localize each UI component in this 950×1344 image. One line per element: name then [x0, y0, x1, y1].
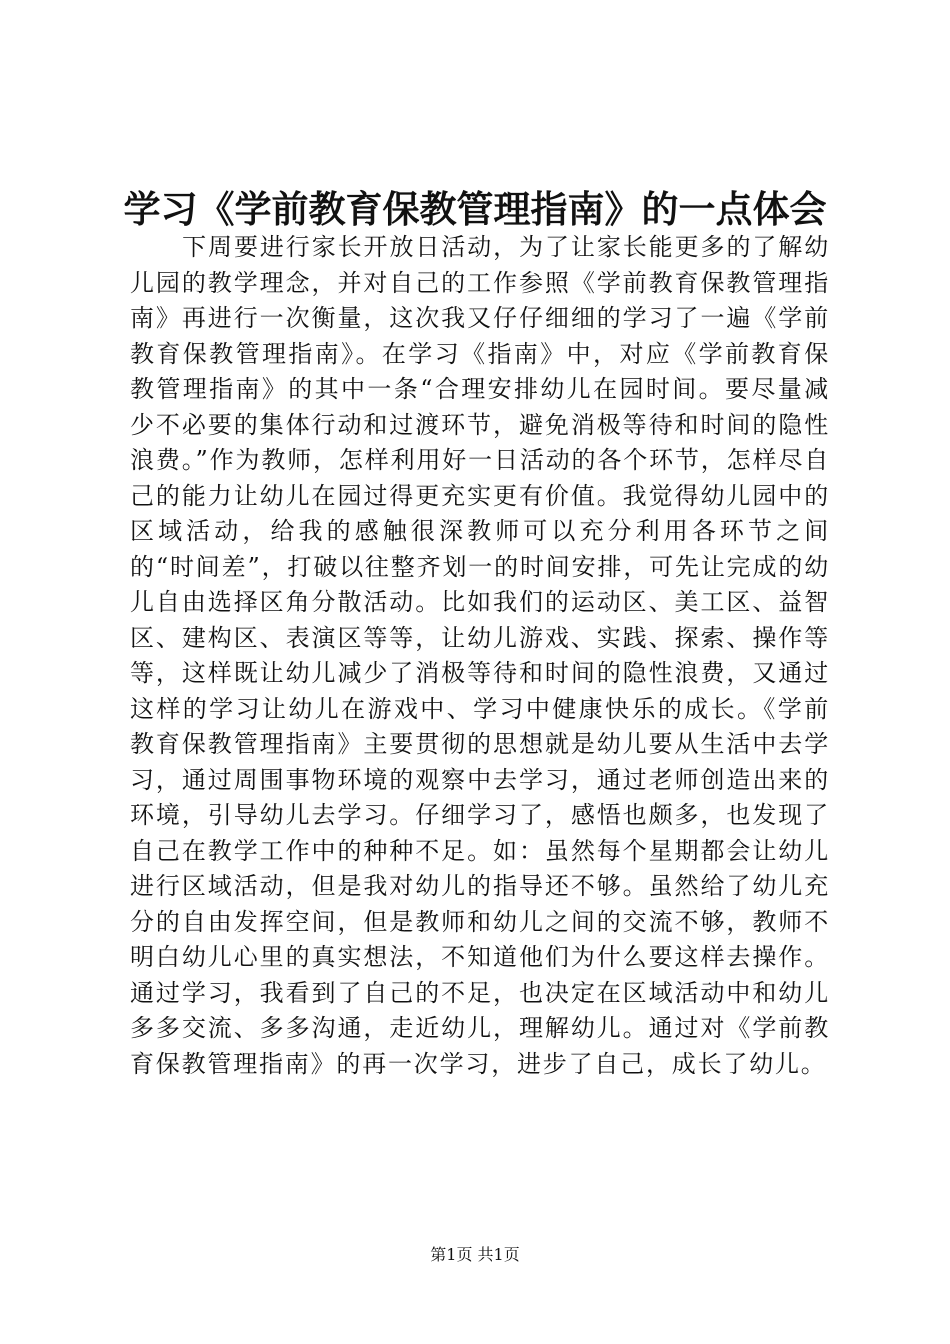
document-title: 学习《学前教育保教管理指南》的一点体会	[123, 187, 827, 231]
page-number-footer: 第1页 共1页	[430, 1245, 520, 1264]
body-text: 下周要进行家长开放日活动，为了让家长能更多的了解幼儿园的教学理念，并对自己的工作参照《学前教育保教管理指南》再进行一次衡量，这次我又仔仔细细的学习了一遍《学前教育保教管理指南》。在学习《指南》中，对应《学前教育保教管理指南》的其中一条“合理安排幼儿在园时间。要尽量减少不必要的集体行动和过渡环节，避免消极等待和时间的隐性浪费。”作为教师，怎样利用好一日活动的各个环节，怎样尽自己的能力让幼儿在园过得更充实更有价值。我觉得幼儿园中的区域活动，给我的感触很深教师可以充分利用各环节之间的“时间差”，打破以往整齐划一的时间安排，可先让完成的幼儿自由选择区角分散活动。比如我们的运动区、美工区、益智区、建构区、表演区等等，让幼儿游戏、实践、探索、操作等等，这样既让幼儿减少了消极等待和时间的隐性浪费，又通过这样的学习让幼儿在游戏中、学习中健康快乐的成长。《学前教育保教管理指南》主要贯彻的思想就是幼儿要从生活中去学习，通过周围事物环境的观察中去学习，通过老师创造出来的环境，引导幼儿去学习。仔细学习了，感悟也颇多，也发现了自己在教学工作中的种种不足。如：虽然每个星期都会让幼儿进行区域活动，但是我对幼儿的指导还不够。虽然给了幼儿充分的自由发挥空间，但是教师和幼儿之间的交流不够，教师不明白幼儿心里的真实想法，不知道他们为什么要这样去操作。通过学习，我看到了自己的不足，也决定在区域活动中和幼儿多多交流、多多沟通，走近幼儿，理解幼儿。通过对《学前教育保教管理指南》的再一次学习，进步了自己，成长了幼儿。	[130, 233, 830, 1078]
document-body	[130, 230, 830, 1082]
